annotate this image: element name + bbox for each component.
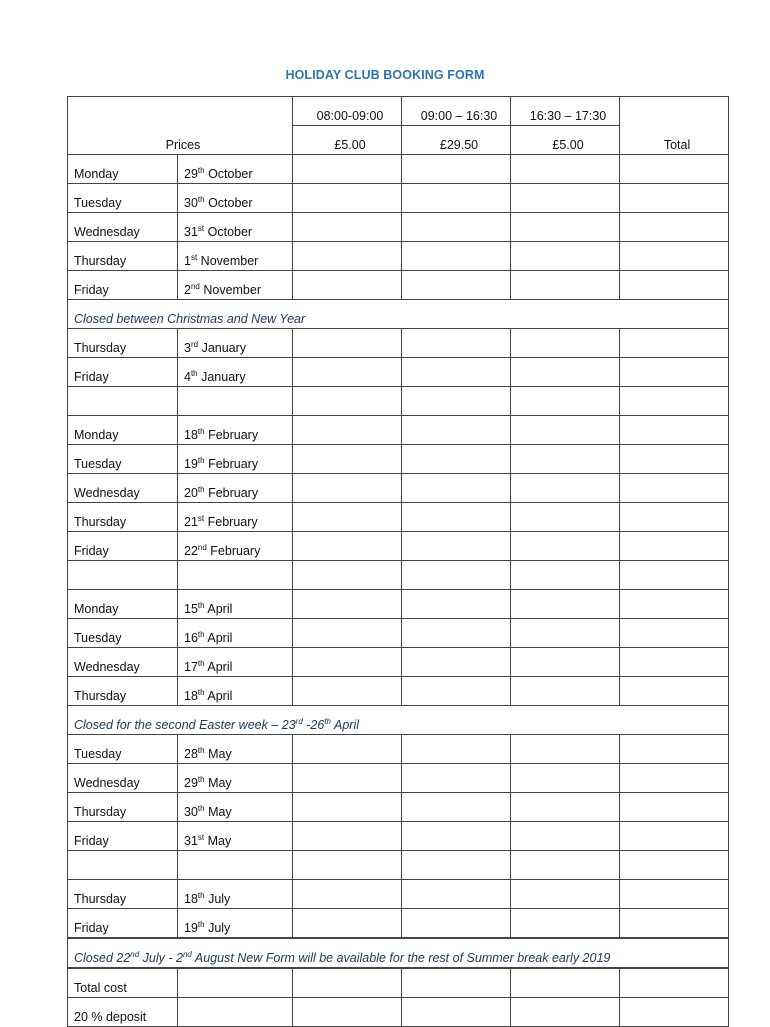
slot-entry-cell[interactable] bbox=[511, 184, 620, 213]
slot-time-1: 08:00-09:00 bbox=[293, 97, 402, 126]
day-name: Friday bbox=[68, 909, 178, 939]
total-entry-cell[interactable] bbox=[620, 416, 729, 445]
summary-date-cell bbox=[178, 998, 293, 1027]
date-month: February bbox=[207, 515, 258, 529]
ordinal-suffix: th bbox=[197, 919, 205, 929]
day-name: Tuesday bbox=[68, 184, 178, 213]
date-month: October bbox=[207, 225, 253, 239]
date-cell bbox=[178, 735, 293, 764]
closed-notice-text: Closed for the second Easter week – 23 bbox=[74, 718, 296, 732]
total-label: Total bbox=[620, 97, 729, 155]
ordinal-suffix: th bbox=[197, 455, 205, 465]
date-month: February bbox=[208, 428, 259, 442]
day-name: Wednesday bbox=[68, 474, 178, 503]
day-row bbox=[68, 271, 729, 300]
ordinal-suffix: nd bbox=[197, 542, 207, 552]
slot-entry-cell[interactable] bbox=[293, 184, 402, 213]
date-cell bbox=[178, 213, 293, 242]
slot-entry-cell bbox=[402, 387, 511, 416]
date-number: 31 bbox=[184, 225, 198, 239]
slot-entry-cell bbox=[402, 561, 511, 590]
slot-entry-cell[interactable] bbox=[511, 764, 620, 793]
date-cell bbox=[178, 445, 293, 474]
slot-entry-cell[interactable] bbox=[402, 968, 511, 998]
slot-entry-cell[interactable] bbox=[511, 329, 620, 358]
slot-entry-cell[interactable] bbox=[293, 968, 402, 998]
ordinal-suffix: th bbox=[197, 745, 205, 755]
blank-row bbox=[68, 387, 729, 416]
ordinal-suffix: nd bbox=[190, 281, 200, 291]
slot-entry-cell[interactable] bbox=[402, 416, 511, 445]
total-entry-cell bbox=[620, 387, 729, 416]
slot-entry-cell[interactable] bbox=[402, 735, 511, 764]
ordinal-suffix: th bbox=[190, 368, 198, 378]
ordinal-suffix: th bbox=[197, 890, 205, 900]
day-row bbox=[68, 445, 729, 474]
day-row bbox=[68, 822, 729, 851]
slot-entry-cell bbox=[511, 387, 620, 416]
date-month: July bbox=[208, 921, 231, 935]
slot-entry-cell[interactable] bbox=[511, 416, 620, 445]
prices-label: Prices bbox=[68, 97, 293, 155]
date-month: May bbox=[208, 805, 232, 819]
day-name: Tuesday bbox=[68, 735, 178, 764]
day-row bbox=[68, 416, 729, 445]
slot-entry-cell[interactable] bbox=[293, 822, 402, 851]
day-row bbox=[68, 213, 729, 242]
day-row bbox=[68, 329, 729, 358]
date-number: 16 bbox=[184, 631, 198, 645]
slot-entry-cell[interactable] bbox=[402, 909, 511, 939]
total-entry-cell[interactable] bbox=[620, 445, 729, 474]
date-number: 30 bbox=[184, 196, 198, 210]
date-cell bbox=[178, 474, 293, 503]
slot-entry-cell bbox=[511, 561, 620, 590]
slot-entry-cell[interactable] bbox=[511, 619, 620, 648]
slot-entry-cell[interactable] bbox=[293, 271, 402, 300]
ordinal-suffix: th bbox=[197, 426, 205, 436]
date-cell bbox=[178, 329, 293, 358]
date-month: October bbox=[208, 167, 253, 181]
blank-cell bbox=[68, 561, 178, 590]
day-row bbox=[68, 184, 729, 213]
day-name: Wednesday bbox=[68, 764, 178, 793]
closed-notice-text: July - 2 bbox=[139, 951, 183, 965]
day-name: Tuesday bbox=[68, 619, 178, 648]
date-month: January bbox=[201, 370, 246, 384]
slot-entry-cell[interactable] bbox=[402, 242, 511, 271]
date-number: 3 bbox=[184, 341, 191, 355]
slot-entry-cell[interactable] bbox=[511, 474, 620, 503]
slot-entry-cell[interactable] bbox=[402, 184, 511, 213]
day-name: Thursday bbox=[68, 793, 178, 822]
total-entry-cell[interactable] bbox=[620, 909, 729, 939]
total-entry-cell[interactable] bbox=[620, 590, 729, 619]
closed-notice-text: August New Form will be available for the rest of Summer break early 2019 bbox=[191, 951, 611, 965]
blank-cell bbox=[68, 387, 178, 416]
date-number: 19 bbox=[184, 457, 198, 471]
date-number: 15 bbox=[184, 602, 198, 616]
date-month: November bbox=[200, 254, 259, 268]
slot-entry-cell[interactable] bbox=[402, 590, 511, 619]
day-name: Friday bbox=[68, 271, 178, 300]
total-entry-cell[interactable] bbox=[620, 242, 729, 271]
summary-row bbox=[68, 968, 729, 998]
slot-price-3: £5.00 bbox=[511, 126, 620, 155]
day-name: Friday bbox=[68, 822, 178, 851]
date-number: 31 bbox=[184, 834, 198, 848]
slot-entry-cell[interactable] bbox=[511, 358, 620, 387]
slot-entry-cell[interactable] bbox=[402, 880, 511, 909]
slot-entry-cell[interactable] bbox=[293, 445, 402, 474]
total-entry-cell[interactable] bbox=[620, 532, 729, 561]
slot-time-2: 09:00 – 16:30 bbox=[402, 97, 511, 126]
date-cell bbox=[178, 532, 293, 561]
ordinal-suffix: st bbox=[197, 513, 205, 523]
slot-entry-cell[interactable] bbox=[293, 358, 402, 387]
closed-notice-text: -26 bbox=[302, 718, 325, 732]
ordinal-suffix: rd bbox=[190, 339, 199, 349]
day-row bbox=[68, 677, 729, 706]
total-entry-cell[interactable] bbox=[620, 822, 729, 851]
date-cell bbox=[178, 242, 293, 271]
slot-entry-cell[interactable] bbox=[402, 677, 511, 706]
day-name: Thursday bbox=[68, 880, 178, 909]
summary-date-cell bbox=[178, 968, 293, 998]
day-name: Monday bbox=[68, 416, 178, 445]
date-month: July bbox=[208, 892, 231, 906]
total-entry-cell[interactable] bbox=[620, 880, 729, 909]
summary-label: Total cost bbox=[68, 968, 178, 998]
ordinal-suffix: th bbox=[197, 687, 205, 697]
date-number: 18 bbox=[184, 428, 198, 442]
ordinal-suffix: th bbox=[324, 716, 331, 726]
day-row bbox=[68, 503, 729, 532]
date-month: May bbox=[207, 834, 232, 848]
slot-entry-cell[interactable] bbox=[511, 648, 620, 677]
slot-entry-cell[interactable] bbox=[402, 764, 511, 793]
date-cell bbox=[178, 619, 293, 648]
total-entry-cell[interactable] bbox=[620, 764, 729, 793]
slot-entry-cell[interactable] bbox=[402, 998, 511, 1027]
slot-entry-cell[interactable] bbox=[402, 503, 511, 532]
form-title: HOLIDAY CLUB BOOKING FORM bbox=[285, 68, 485, 82]
total-entry-cell[interactable] bbox=[620, 648, 729, 677]
ordinal-suffix: th bbox=[197, 658, 205, 668]
date-number: 19 bbox=[184, 921, 198, 935]
slot-entry-cell[interactable] bbox=[293, 880, 402, 909]
slot-entry-cell[interactable] bbox=[402, 619, 511, 648]
ordinal-suffix: th bbox=[197, 600, 205, 610]
date-month: May bbox=[208, 776, 232, 790]
total-entry-cell[interactable] bbox=[620, 155, 729, 184]
date-number: 22 bbox=[184, 544, 198, 558]
slot-entry-cell[interactable] bbox=[402, 329, 511, 358]
blank-row bbox=[68, 851, 729, 880]
total-entry-cell[interactable] bbox=[620, 213, 729, 242]
slot-entry-cell[interactable] bbox=[402, 271, 511, 300]
date-cell bbox=[178, 590, 293, 619]
blank-cell bbox=[68, 851, 178, 880]
day-row bbox=[68, 358, 729, 387]
date-number: 2 bbox=[184, 283, 191, 297]
date-month: April bbox=[207, 602, 233, 616]
day-row bbox=[68, 735, 729, 764]
day-row bbox=[68, 242, 729, 271]
slot-time-3: 16:30 – 17:30 bbox=[511, 97, 620, 126]
ordinal-suffix: st bbox=[190, 252, 198, 262]
date-month: April bbox=[207, 660, 233, 674]
slot-entry-cell[interactable] bbox=[293, 998, 402, 1027]
day-name: Friday bbox=[68, 532, 178, 561]
day-name: Thursday bbox=[68, 329, 178, 358]
ordinal-suffix: nd bbox=[130, 949, 140, 959]
day-row bbox=[68, 648, 729, 677]
total-entry-cell[interactable] bbox=[620, 735, 729, 764]
day-name: Thursday bbox=[68, 242, 178, 271]
date-cell bbox=[178, 909, 293, 939]
slot-entry-cell[interactable] bbox=[293, 619, 402, 648]
total-entry-cell[interactable] bbox=[620, 793, 729, 822]
closed-notice-row bbox=[68, 300, 729, 329]
date-number: 28 bbox=[184, 747, 198, 761]
date-month: April bbox=[207, 689, 233, 703]
day-name: Friday bbox=[68, 358, 178, 387]
slot-entry-cell[interactable] bbox=[511, 880, 620, 909]
date-number: 4 bbox=[184, 370, 191, 384]
slot-entry-cell[interactable] bbox=[293, 909, 402, 939]
day-row bbox=[68, 619, 729, 648]
blank-cell bbox=[178, 387, 293, 416]
closed-notice-text: Closed 22 bbox=[74, 951, 131, 965]
date-month: October bbox=[208, 196, 253, 210]
slot-entry-cell[interactable] bbox=[511, 532, 620, 561]
total-entry-cell[interactable] bbox=[620, 358, 729, 387]
day-row bbox=[68, 764, 729, 793]
day-name: Thursday bbox=[68, 503, 178, 532]
ordinal-suffix: rd bbox=[295, 716, 303, 726]
day-row bbox=[68, 793, 729, 822]
slot-entry-cell[interactable] bbox=[402, 155, 511, 184]
slot-entry-cell[interactable] bbox=[511, 909, 620, 939]
total-entry-cell bbox=[620, 561, 729, 590]
slot-entry-cell[interactable] bbox=[511, 793, 620, 822]
slot-entry-cell[interactable] bbox=[293, 503, 402, 532]
day-name: Monday bbox=[68, 590, 178, 619]
ordinal-suffix: th bbox=[197, 484, 205, 494]
date-cell bbox=[178, 764, 293, 793]
slot-entry-cell[interactable] bbox=[402, 532, 511, 561]
day-row bbox=[68, 909, 729, 939]
slot-entry-cell[interactable] bbox=[402, 358, 511, 387]
day-row bbox=[68, 474, 729, 503]
total-entry-cell[interactable] bbox=[620, 503, 729, 532]
date-cell bbox=[178, 184, 293, 213]
total-entry-cell[interactable] bbox=[620, 968, 729, 998]
date-month: February bbox=[210, 544, 261, 558]
date-month: April bbox=[207, 631, 233, 645]
date-cell bbox=[178, 648, 293, 677]
summary-row bbox=[68, 998, 729, 1027]
slot-entry-cell[interactable] bbox=[511, 155, 620, 184]
slot-entry-cell[interactable] bbox=[402, 822, 511, 851]
slot-price-1: £5.00 bbox=[293, 126, 402, 155]
closed-notice bbox=[68, 300, 729, 329]
slot-entry-cell[interactable] bbox=[402, 793, 511, 822]
booking-table bbox=[67, 96, 729, 1027]
slot-entry-cell[interactable] bbox=[293, 764, 402, 793]
slot-entry-cell[interactable] bbox=[293, 329, 402, 358]
ordinal-suffix: nd bbox=[182, 949, 192, 959]
date-month: February bbox=[208, 486, 259, 500]
closed-notice bbox=[68, 938, 729, 968]
total-entry-cell[interactable] bbox=[620, 998, 729, 1027]
slot-entry-cell[interactable] bbox=[293, 590, 402, 619]
date-number: 20 bbox=[184, 486, 198, 500]
slot-entry-cell[interactable] bbox=[511, 968, 620, 998]
slot-entry-cell[interactable] bbox=[402, 474, 511, 503]
day-name: Wednesday bbox=[68, 648, 178, 677]
slot-entry-cell[interactable] bbox=[511, 242, 620, 271]
ordinal-suffix: th bbox=[197, 774, 205, 784]
slot-entry-cell[interactable] bbox=[402, 213, 511, 242]
slot-entry-cell bbox=[293, 387, 402, 416]
slot-entry-cell bbox=[402, 851, 511, 880]
closed-notice bbox=[68, 706, 729, 735]
total-entry-cell[interactable] bbox=[620, 677, 729, 706]
day-name: Tuesday bbox=[68, 445, 178, 474]
ordinal-suffix: th bbox=[197, 803, 205, 813]
slot-entry-cell[interactable] bbox=[293, 793, 402, 822]
closed-notice-text: April bbox=[331, 718, 360, 732]
date-month: May bbox=[208, 747, 232, 761]
ordinal-suffix: th bbox=[197, 629, 205, 639]
total-entry-cell[interactable] bbox=[620, 474, 729, 503]
date-number: 1 bbox=[184, 254, 191, 268]
slot-entry-cell[interactable] bbox=[293, 677, 402, 706]
slot-entry-cell bbox=[293, 561, 402, 590]
slot-entry-cell[interactable] bbox=[293, 213, 402, 242]
date-cell bbox=[178, 503, 293, 532]
header-time-row bbox=[68, 97, 729, 126]
total-entry-cell bbox=[620, 851, 729, 880]
day-row bbox=[68, 590, 729, 619]
date-cell bbox=[178, 416, 293, 445]
slot-entry-cell[interactable] bbox=[293, 648, 402, 677]
summary-label: 20 % deposit bbox=[68, 998, 178, 1027]
slot-entry-cell[interactable] bbox=[293, 532, 402, 561]
slot-entry-cell[interactable] bbox=[511, 445, 620, 474]
slot-entry-cell[interactable] bbox=[511, 271, 620, 300]
date-cell bbox=[178, 822, 293, 851]
date-month: February bbox=[208, 457, 259, 471]
blank-cell bbox=[178, 851, 293, 880]
slot-entry-cell[interactable] bbox=[511, 590, 620, 619]
total-entry-cell[interactable] bbox=[620, 271, 729, 300]
slot-entry-cell[interactable] bbox=[511, 677, 620, 706]
date-cell bbox=[178, 677, 293, 706]
date-number: 30 bbox=[184, 805, 198, 819]
slot-entry-cell[interactable] bbox=[402, 648, 511, 677]
date-cell bbox=[178, 358, 293, 387]
date-number: 29 bbox=[184, 167, 198, 181]
date-number: 18 bbox=[184, 892, 198, 906]
booking-table-body bbox=[68, 97, 729, 1027]
slot-entry-cell[interactable] bbox=[511, 213, 620, 242]
date-cell bbox=[178, 155, 293, 184]
slot-entry-cell bbox=[511, 851, 620, 880]
date-month: November bbox=[203, 283, 262, 297]
date-number: 21 bbox=[184, 515, 198, 529]
date-month: January bbox=[201, 341, 247, 355]
slot-entry-cell[interactable] bbox=[511, 998, 620, 1027]
slot-entry-cell[interactable] bbox=[293, 474, 402, 503]
date-cell bbox=[178, 793, 293, 822]
day-name: Wednesday bbox=[68, 213, 178, 242]
blank-cell bbox=[178, 561, 293, 590]
closed-notice-row bbox=[68, 706, 729, 735]
slot-entry-cell[interactable] bbox=[511, 735, 620, 764]
date-number: 17 bbox=[184, 660, 198, 674]
total-entry-cell[interactable] bbox=[620, 184, 729, 213]
day-row bbox=[68, 880, 729, 909]
blank-row bbox=[68, 561, 729, 590]
slot-entry-cell[interactable] bbox=[293, 242, 402, 271]
slot-entry-cell bbox=[293, 851, 402, 880]
slot-entry-cell[interactable] bbox=[293, 155, 402, 184]
slot-entry-cell[interactable] bbox=[511, 503, 620, 532]
slot-entry-cell[interactable] bbox=[293, 416, 402, 445]
date-number: 18 bbox=[184, 689, 198, 703]
slot-price-2: £29.50 bbox=[402, 126, 511, 155]
ordinal-suffix: th bbox=[197, 165, 205, 175]
date-number: 29 bbox=[184, 776, 198, 790]
day-name: Monday bbox=[68, 155, 178, 184]
closed-notice-text: Closed between Christmas and New Year bbox=[74, 312, 306, 326]
day-row bbox=[68, 532, 729, 561]
day-row bbox=[68, 155, 729, 184]
date-cell bbox=[178, 271, 293, 300]
slot-entry-cell[interactable] bbox=[402, 445, 511, 474]
ordinal-suffix: st bbox=[197, 832, 205, 842]
slot-entry-cell[interactable] bbox=[293, 735, 402, 764]
ordinal-suffix: th bbox=[197, 194, 205, 204]
date-cell bbox=[178, 880, 293, 909]
total-entry-cell[interactable] bbox=[620, 619, 729, 648]
closed-notice-row bbox=[68, 938, 729, 968]
total-entry-cell[interactable] bbox=[620, 329, 729, 358]
slot-entry-cell[interactable] bbox=[511, 822, 620, 851]
ordinal-suffix: st bbox=[197, 223, 205, 233]
day-name: Thursday bbox=[68, 677, 178, 706]
